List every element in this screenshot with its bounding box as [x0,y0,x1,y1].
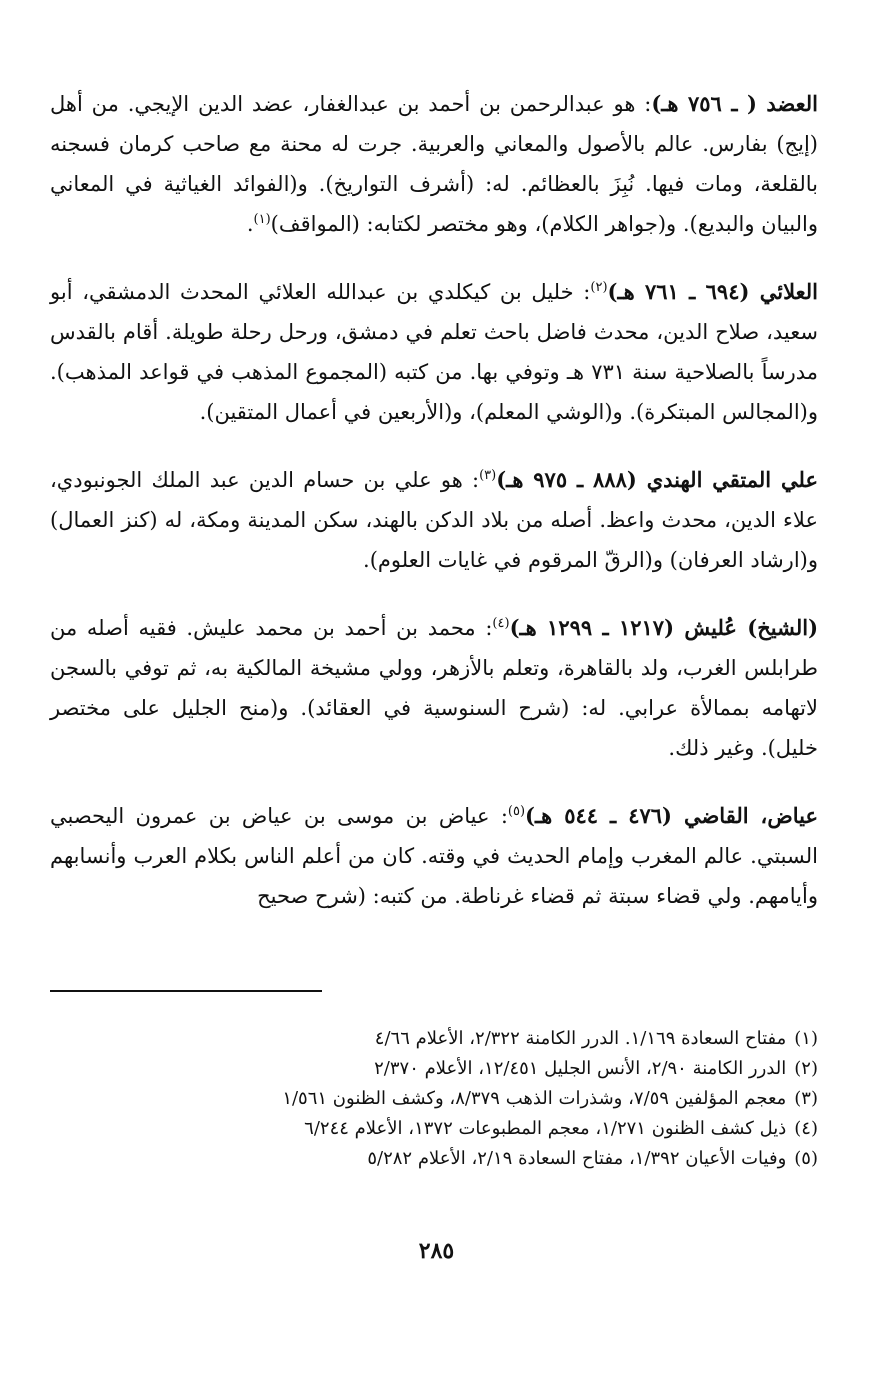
entry-end: . [246,212,254,236]
page-number: ٢٨٥ [418,1238,455,1264]
entry-text: : محمد بن أحمد بن محمد عليش. فقيه أصله من طرابلس الغرب، ولد بالقاهرة، وتعلم بالأزهر، وولي مشيخة المالكية به، ثم توفي بالسجن لاتهامه بممالأة عرابي. له: (شرح السنوسية في العقائد). و(منح الجليل على مختصر خليل). وغير ذلك. [50,616,818,760]
footnote-number: (٢) [794,1058,818,1079]
entry-name: العلائي [759,279,818,304]
entry-footnote-ref: (٥) [507,804,526,819]
footnotes-list [50,1024,818,1174]
entry-name: عياض، القاضي [683,803,818,828]
entry-footnote-ref: (١) [253,212,271,227]
entry-text: : هو عبدالرحمن بن أحمد بن عبدالغفار، عضد الدين الإيجي. من أهل (إيج) بفارس. عالم بالأصول والمعاني والعربية. جرت له محنة مع صاحب كرمان فسجنه بالقلعة، ومات فيها. نُبِزَ بالعظائم. له: (أشرف التواريخ). و(الفوائد الغياثية في المعاني والبيان والبديع). و(جواهر الكلام)، وهو مختصر لكتابه: (المواقف) [50,92,818,236]
footnote-number: (٥) [794,1148,818,1169]
footnote-text: الدرر الكامنة ٢/٩٠، الأنس الجليل ١٢/٤٥١، الأعلام ٢/٣٧٠ [374,1058,787,1079]
entry-adud [50,84,818,244]
entry-text: : عياض بن موسى بن عياض بن عمرون اليحصبي السبتي. عالم المغرب وإمام الحديث في وقته. كان من أعلم الناس بكلام العرب وأنسابهم وأيامهم. ولي قضاء سبتة ثم قضاء غرناطة. من كتبه: (شرح صحيح [50,804,818,908]
entry-text: : هو علي بن حسام الدين عبد الملك الجونبودي، علاء الدين، محدث واعظ. أصله من بلاد الدكن بالهند، سكن المدينة ومكة، له (كنز العمال) و(ارشاد العرفان) و(الرقّ المرقوم في غايات العلوم). [50,468,818,572]
entry-alai [50,272,818,432]
footnote-number: (٤) [794,1118,818,1139]
entry-dates: (٤٧٦ ـ ٥٤٤ هـ) [525,803,684,828]
footnote-item [50,1024,818,1054]
footnote-item [50,1084,818,1114]
footnote-number: (٣) [794,1088,818,1109]
biography-entries [50,84,818,944]
entry-muttaqi-hindi [50,460,818,580]
footnote-text: ذيل كشف الظنون ١/٢٧١، معجم المطبوعات ١٣٧٢، الأعلام ٦/٢٤٤ [304,1118,787,1139]
entry-text: : خليل بن كيكلدي بن عبدالله العلائي المحدث الدمشقي، أبو سعيد، صلاح الدين، محدث فاضل باحث تعلم في دمشق، ورحل رحلة طويلة. أقام بالقدس مدرساً بالصلاحية سنة ٧٣١ هـ وتوفي بها. من كتبه (المجموع المذهب في قواعد المذهب). و(المجالس المبتكرة). و(الوشي المعلم)، و(الأربعين في أعمال المتقين). [50,280,818,424]
footnote-text: مفتاح السعادة ١/١٦٩. الدرر الكامنة ٢/٣٢٢، الأعلام ٤/٦٦ [374,1028,787,1049]
entry-name: علي المتقي الهندي [646,467,818,492]
entry-footnote-ref: (٤) [492,616,510,631]
entry-dates: (١٢١٧ ـ ١٢٩٩ هـ) [509,615,685,640]
entry-footnote-ref: (٢) [590,280,608,295]
entry-dates: ( ـ ٧٥٦ هـ) [651,91,767,116]
footnote-text: وفيات الأعيان ١/٣٩٢، مفتاح السعادة ٢/١٩، الأعلام ٥/٢٨٢ [367,1148,787,1169]
footnote-item [50,1144,818,1174]
entry-dates: (٦٩٤ ـ ٧٦١ هـ) [607,279,760,304]
footnote-text: معجم المؤلفين ٧/٥٩، وشذرات الذهب ٨/٣٧٩، وكشف الظنون ١/٥٦١ [282,1088,787,1109]
entry-name: (الشيخ) عُليش [684,615,818,640]
entry-name: العضد [766,91,818,116]
entry-dates: (٨٨٨ ـ ٩٧٥ هـ) [496,467,647,492]
entry-footnote-ref: (٣) [479,468,497,483]
entry-illaysh [50,608,818,768]
footnote-divider [50,990,322,992]
footnote-number: (١) [794,1028,818,1049]
footnote-item [50,1054,818,1084]
entry-iyad [50,796,818,916]
footnote-item [50,1114,818,1144]
